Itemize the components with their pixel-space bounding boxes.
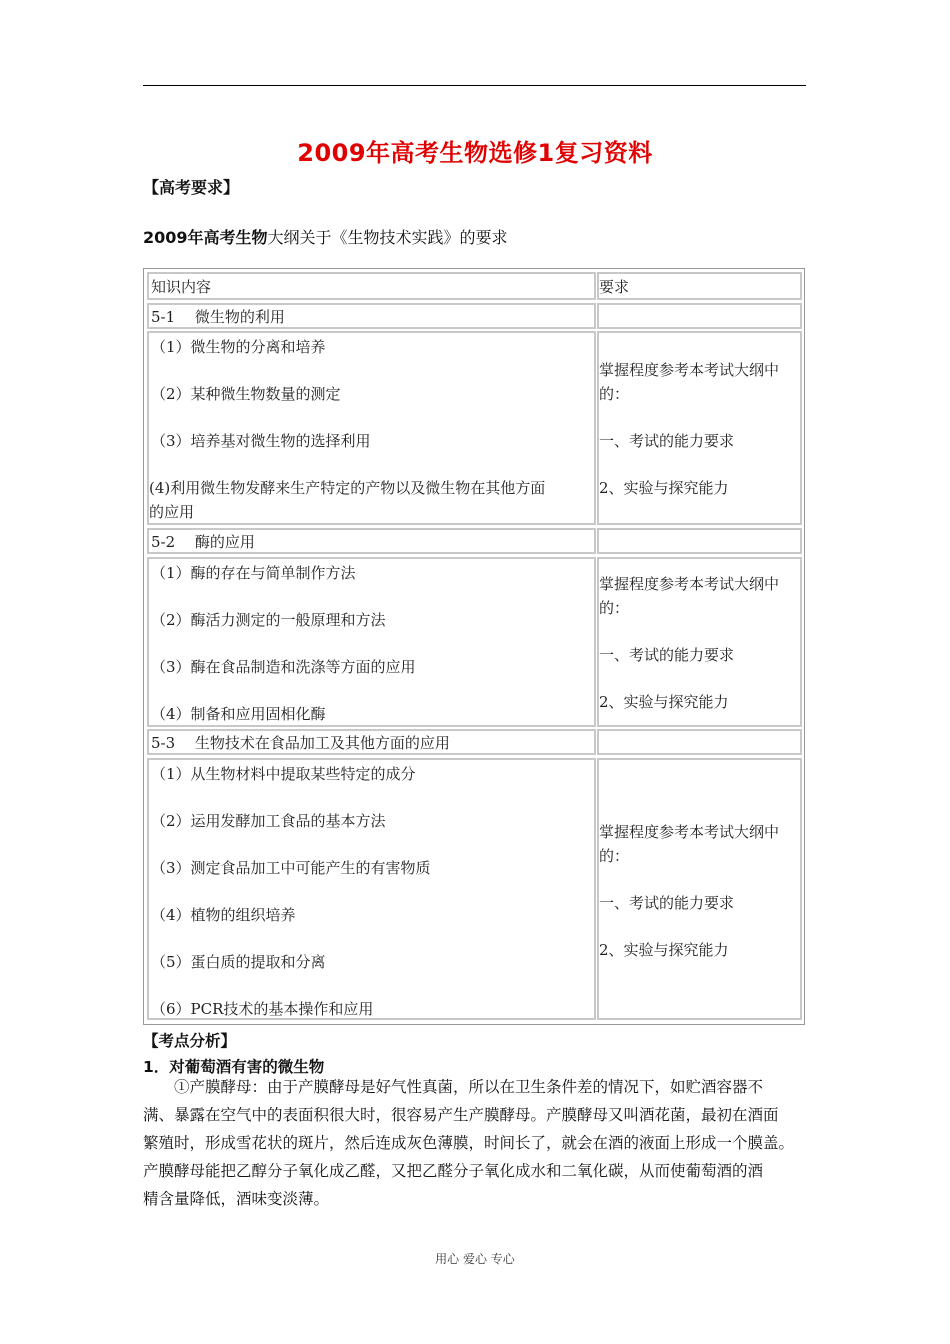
- item-line: （4）制备和应用固相化酶: [151, 705, 326, 723]
- document-title: 2009年高考生物选修1复习资料: [297, 139, 653, 167]
- item-line: （1）酶的存在与简单制作方法: [151, 564, 356, 582]
- req-line: 2、实验与探究能力: [599, 693, 729, 711]
- item-line: （2）酶活力测定的一般原理和方法: [151, 611, 386, 629]
- paragraph-line: 满、暴露在空气中的表面积很大时，很容易产生产膜酵母。产膜酵母又叫酒花菌，最初在酒面: [143, 1106, 779, 1124]
- group-title: 5-1 微生物的利用: [151, 308, 285, 326]
- empty-cell: [597, 729, 802, 755]
- item-line: （2）运用发酵加工食品的基本方法: [151, 812, 386, 830]
- header-cell-requirement: [597, 272, 802, 300]
- section-heading-requirements: 【高考要求】: [143, 178, 240, 197]
- req-line: 掌握程度参考本考试大纲中: [599, 361, 780, 379]
- item-line: （2）某种微生物数量的测定: [151, 385, 341, 403]
- empty-cell: [597, 303, 802, 329]
- group-title: 5-3 生物技术在食品加工及其他方面的应用: [151, 734, 450, 752]
- req-line: 掌握程度参考本考试大纲中: [599, 823, 780, 841]
- paragraph-line: 繁殖时，形成雪花状的斑片，然后连成灰色薄膜，时间长了，就会在酒的液面上形成一个膜盖。: [143, 1134, 795, 1152]
- header-cell-content: [147, 272, 596, 300]
- group-requirement-cell: [597, 758, 802, 1020]
- group-title-cell: [147, 303, 596, 329]
- header-label-content: 知识内容: [151, 278, 212, 296]
- paragraph-line: ①产膜酵母：由于产膜酵母是好气性真菌，所以在卫生条件差的情况下，如贮酒容器不: [143, 1078, 764, 1096]
- subheading-harmful-microbes: 1．对葡萄酒有害的微生物: [143, 1058, 325, 1076]
- req-line: 2、实验与探究能力: [599, 479, 729, 497]
- req-line: 的：: [599, 599, 630, 617]
- group-items-cell: [147, 331, 596, 525]
- item-line: 的应用: [149, 503, 195, 521]
- group-items-cell: [147, 557, 596, 727]
- item-line: （3）酶在食品制造和洗涤等方面的应用: [151, 658, 416, 676]
- intro-text: 大纲关于《生物技术实践》的要求: [267, 228, 508, 247]
- empty-cell: [597, 528, 802, 554]
- group-title-cell: [147, 729, 596, 755]
- req-line: 一、考试的能力要求: [599, 646, 735, 664]
- req-line: 一、考试的能力要求: [599, 894, 735, 912]
- req-line: 一、考试的能力要求: [599, 432, 735, 450]
- item-line: （4）植物的组织培养: [151, 906, 296, 924]
- item-line: （3）测定食品加工中可能产生的有害物质: [151, 859, 431, 877]
- page-footer: 用心 爱心 专心: [435, 1252, 515, 1266]
- group-items-cell: [147, 758, 596, 1020]
- group-requirement-cell: [597, 331, 802, 525]
- paragraph-line: 产膜酵母能把乙醇分子氧化成乙醛，又把乙醛分子氧化成水和二氧化碳，从而使葡萄酒的酒: [143, 1162, 764, 1180]
- item-line: （6）PCR技术的基本操作和应用: [151, 1000, 374, 1018]
- group-requirement-cell: [597, 557, 802, 727]
- group-title-cell: [147, 528, 596, 554]
- intro-bold: 2009年高考生物: [143, 228, 268, 247]
- header-label-requirement: 要求: [599, 278, 630, 296]
- item-line: （1）从生物材料中提取某些特定的成分: [151, 765, 416, 783]
- analysis-paragraph: [143, 1073, 805, 1213]
- group-title: 5-2 酶的应用: [151, 533, 255, 551]
- req-line: 2、实验与探究能力: [599, 941, 729, 959]
- section-heading-analysis: 【考点分析】: [143, 1032, 237, 1050]
- item-line: （1）微生物的分离和培养: [151, 338, 326, 356]
- req-line: 的：: [599, 385, 630, 403]
- header-rule: [143, 85, 806, 86]
- item-line: (4)利用微生物发酵来生产特定的产物以及微生物在其他方面: [149, 479, 546, 497]
- item-line: （5）蛋白质的提取和分离: [151, 953, 326, 971]
- requirements-table: [143, 268, 805, 1025]
- item-line: （3）培养基对微生物的选择利用: [151, 432, 371, 450]
- paragraph-line: 精含量降低，酒味变淡薄。: [143, 1190, 330, 1208]
- intro-line: [143, 225, 508, 248]
- req-line: 的：: [599, 847, 630, 865]
- req-line: 掌握程度参考本考试大纲中: [599, 575, 780, 593]
